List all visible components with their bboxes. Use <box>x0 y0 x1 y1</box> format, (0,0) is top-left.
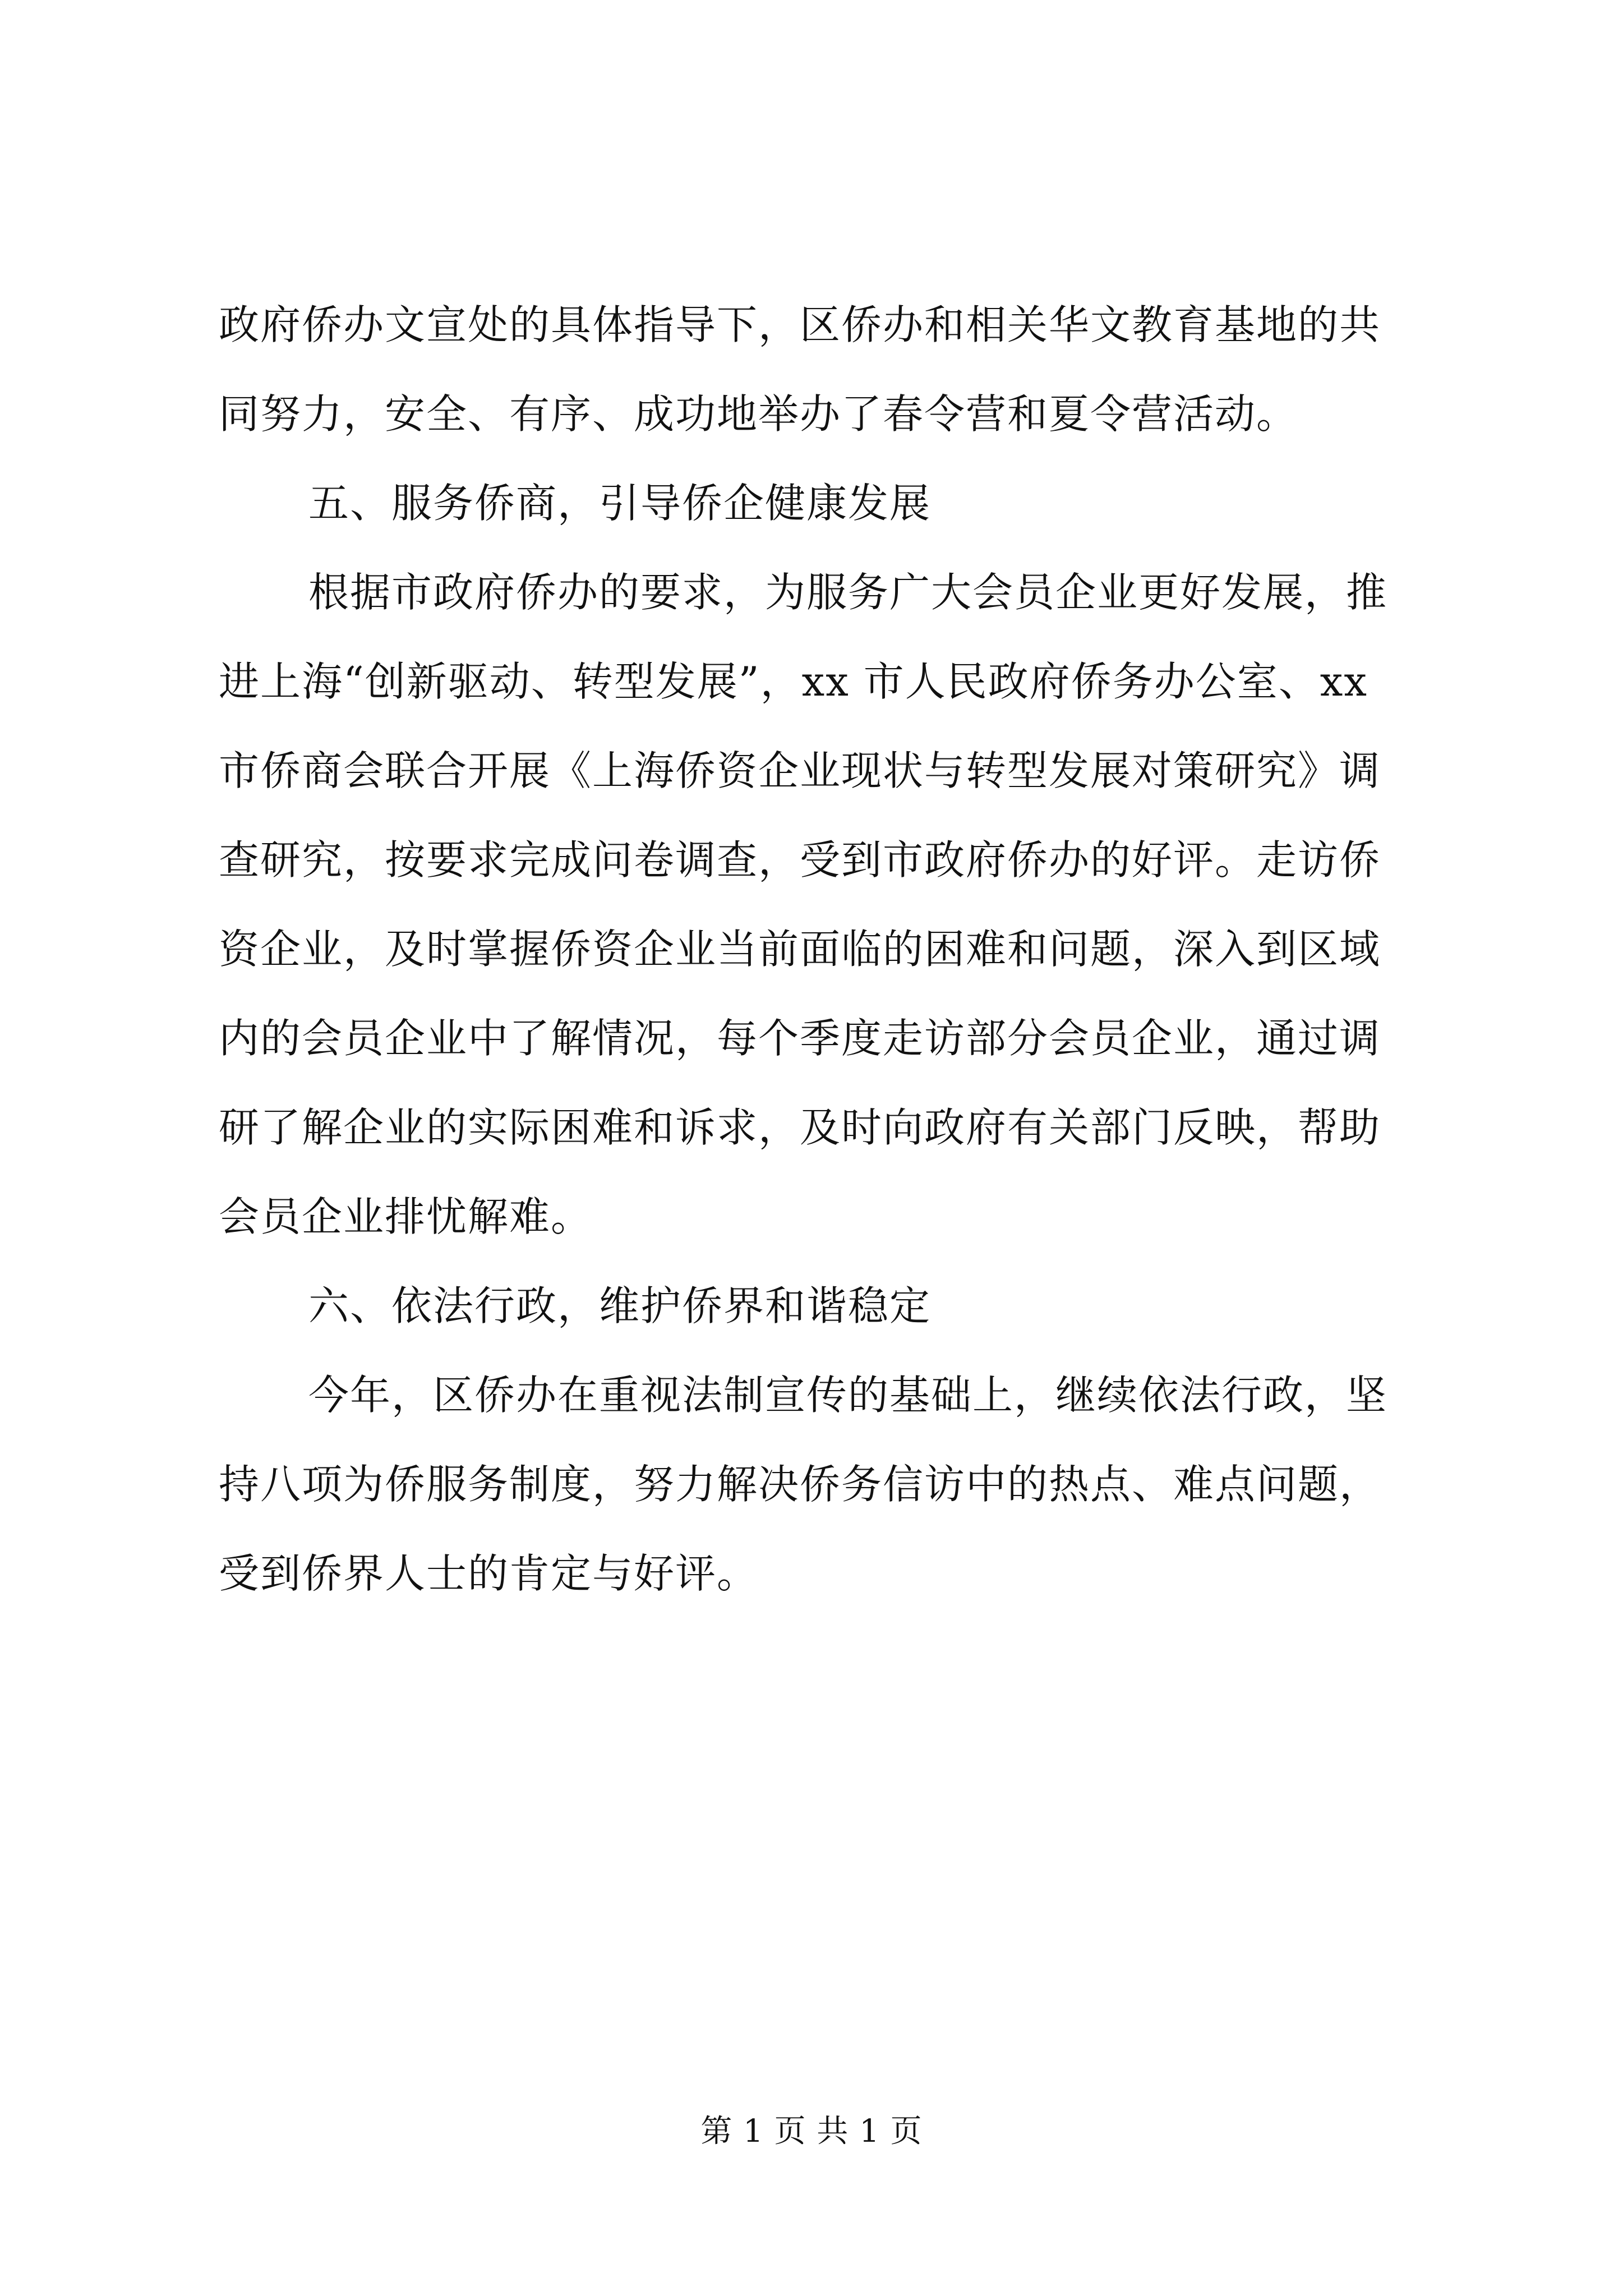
document-body <box>219 280 1419 1618</box>
text-line: 持八项为侨服务制度，努力解决侨务信访中的热点、难点问题， <box>219 1461 1381 1508</box>
text-line: 会员企业排忧解难。 <box>219 1193 593 1240</box>
section-heading: 五、服务侨商，引导侨企健康发展 <box>308 480 932 527</box>
text-line: 同努力，安全、有序、成功地举办了春令营和夏令营活动。 <box>219 390 1298 438</box>
text-line: 政府侨办文宣处的具体指导下，区侨办和相关华文教育基地的共 <box>219 301 1381 348</box>
text-line: 受到侨界人士的肯定与好评。 <box>219 1550 759 1597</box>
text-line: 根据市政府侨办的要求，为服务广大会员企业更好发展，推 <box>308 569 1388 616</box>
text-line: 今年，区侨办在重视法制宣传的基础上，继续依法行政，坚 <box>308 1372 1388 1419</box>
text-line: 研了解企业的实际困难和诉求，及时向政府有关部门反映，帮助 <box>219 1104 1381 1151</box>
text-line: 进上海“创新驱动、转型发展”，xx 市人民政府侨务办公室、xx <box>219 658 1368 705</box>
text-line: 内的会员企业中了解情况，每个季度走访部分会员企业，通过调 <box>219 1015 1381 1062</box>
page-number-footer: 第 1 页 共 1 页 <box>700 2113 923 2150</box>
text-line: 市侨商会联合开展《上海侨资企业现状与转型发展对策研究》调 <box>219 747 1381 794</box>
section-heading: 六、依法行政，维护侨界和谐稳定 <box>308 1282 932 1329</box>
text-line: 查研究，按要求完成问卷调查，受到市政府侨办的好评。走访侨 <box>219 836 1381 884</box>
text-line: 资企业，及时掌握侨资企业当前面临的困难和问题，深入到区域 <box>219 926 1381 973</box>
